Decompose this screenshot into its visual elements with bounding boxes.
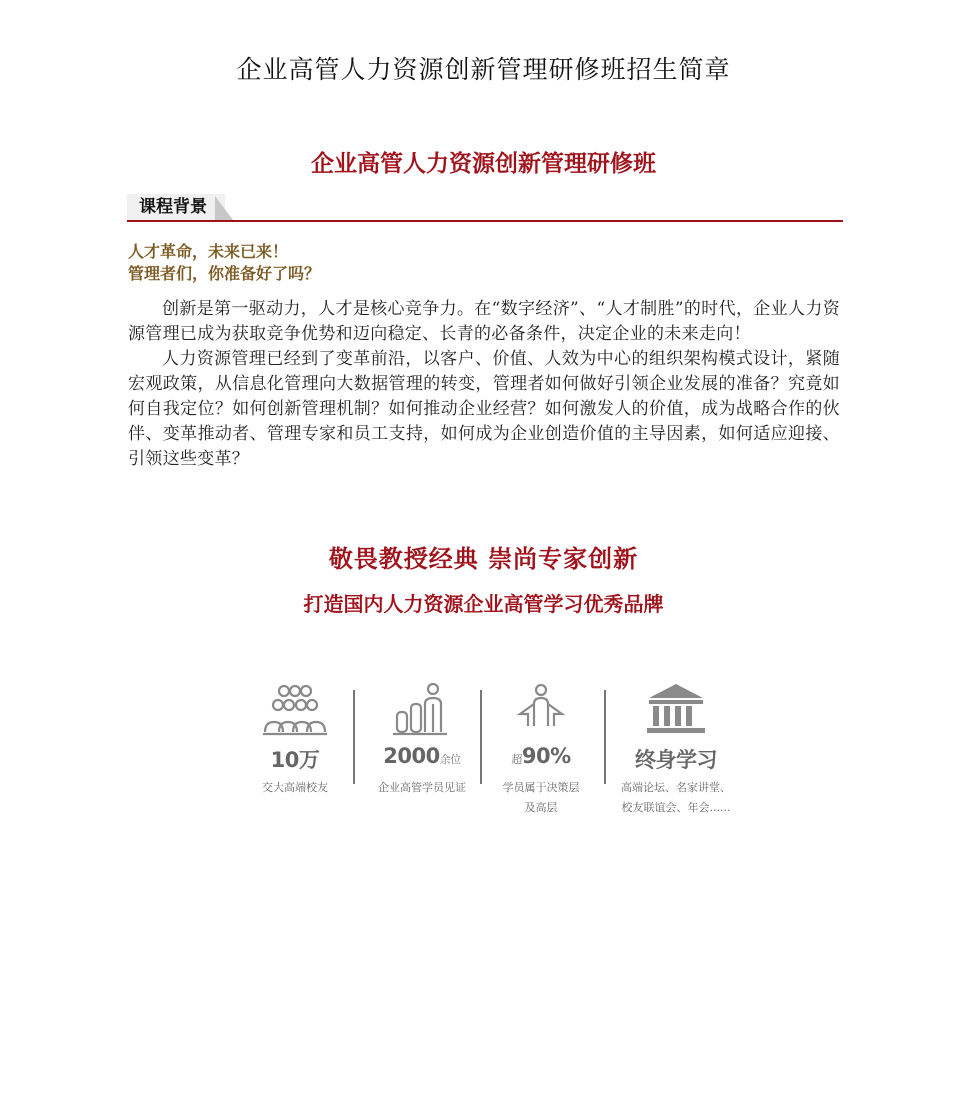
stat-value: 超90%: [511, 744, 571, 768]
stat-lifelong-learning: [616, 678, 736, 818]
body-paragraph-1: 创新是第一驱动力，人才是核心竞争力。在“数字经济”、“人才制胜”的时代，企业人力资源管理已成为获取竞争优势和迈向稳定、长青的必备条件，决定企业的未来走向！: [128, 299, 840, 344]
stat-caption: 交大高端校友: [262, 781, 328, 794]
document-title: 企业高管人力资源创新管理研修班招生简章: [236, 55, 731, 84]
stat-value: 10万: [270, 748, 320, 772]
main-slogan: 敬畏教授经典 崇尚专家创新: [328, 544, 639, 573]
section-divider: [127, 220, 843, 222]
hook-text: [128, 241, 844, 285]
section-label: 课程背景: [127, 194, 225, 220]
stat-value: 终身学习: [635, 748, 717, 772]
stat-caption: 企业高管学员见证: [378, 781, 466, 794]
tab-corner-decoration: [215, 196, 233, 220]
stat-caption: 高端论坛、名家讲堂、 校友联谊会、年会......: [621, 781, 731, 814]
section-header: [127, 192, 843, 224]
course-background-body: [128, 297, 840, 472]
stats-banner: [250, 678, 750, 818]
growth-chart-icon: [362, 682, 482, 736]
hook-line-2: 管理者们，你准备好了吗？: [128, 264, 321, 283]
institution-building-icon: [616, 682, 736, 736]
stat-executives: [362, 678, 482, 818]
decision-person-icon: [481, 682, 601, 736]
stat-divider: [604, 690, 606, 784]
stat-decision-makers: [481, 678, 601, 818]
people-group-icon: [235, 682, 355, 736]
stat-caption: 学员属于决策层 及高层: [502, 781, 580, 814]
program-title: 企业高管人力资源创新管理研修班: [311, 150, 656, 177]
stat-alumni: [235, 678, 355, 818]
stat-divider: [353, 690, 355, 784]
body-paragraph-2: 人力资源管理已经到了变革前沿，以客户、价值、人效为中心的组织架构模式设计，紧随宏观政策，从信息化管理向大数据管理的转变，管理者如何做好引领企业发展的准备？究竟如何自我定位？如何创新管理机制？如何推动企业经营？如何激发人的价值，成为战略合作的伙伴、变革推动者、管理专家和员工支持，如何成为企业创造价值的主导因素，如何适应迎接、引领这些变革？: [128, 349, 840, 469]
stat-value: 2000余位: [383, 744, 461, 768]
sub-slogan: 打造国内人力资源企业高管学习优秀品牌: [303, 592, 664, 616]
hook-line-1: 人才革命，未来已来！: [128, 242, 289, 261]
